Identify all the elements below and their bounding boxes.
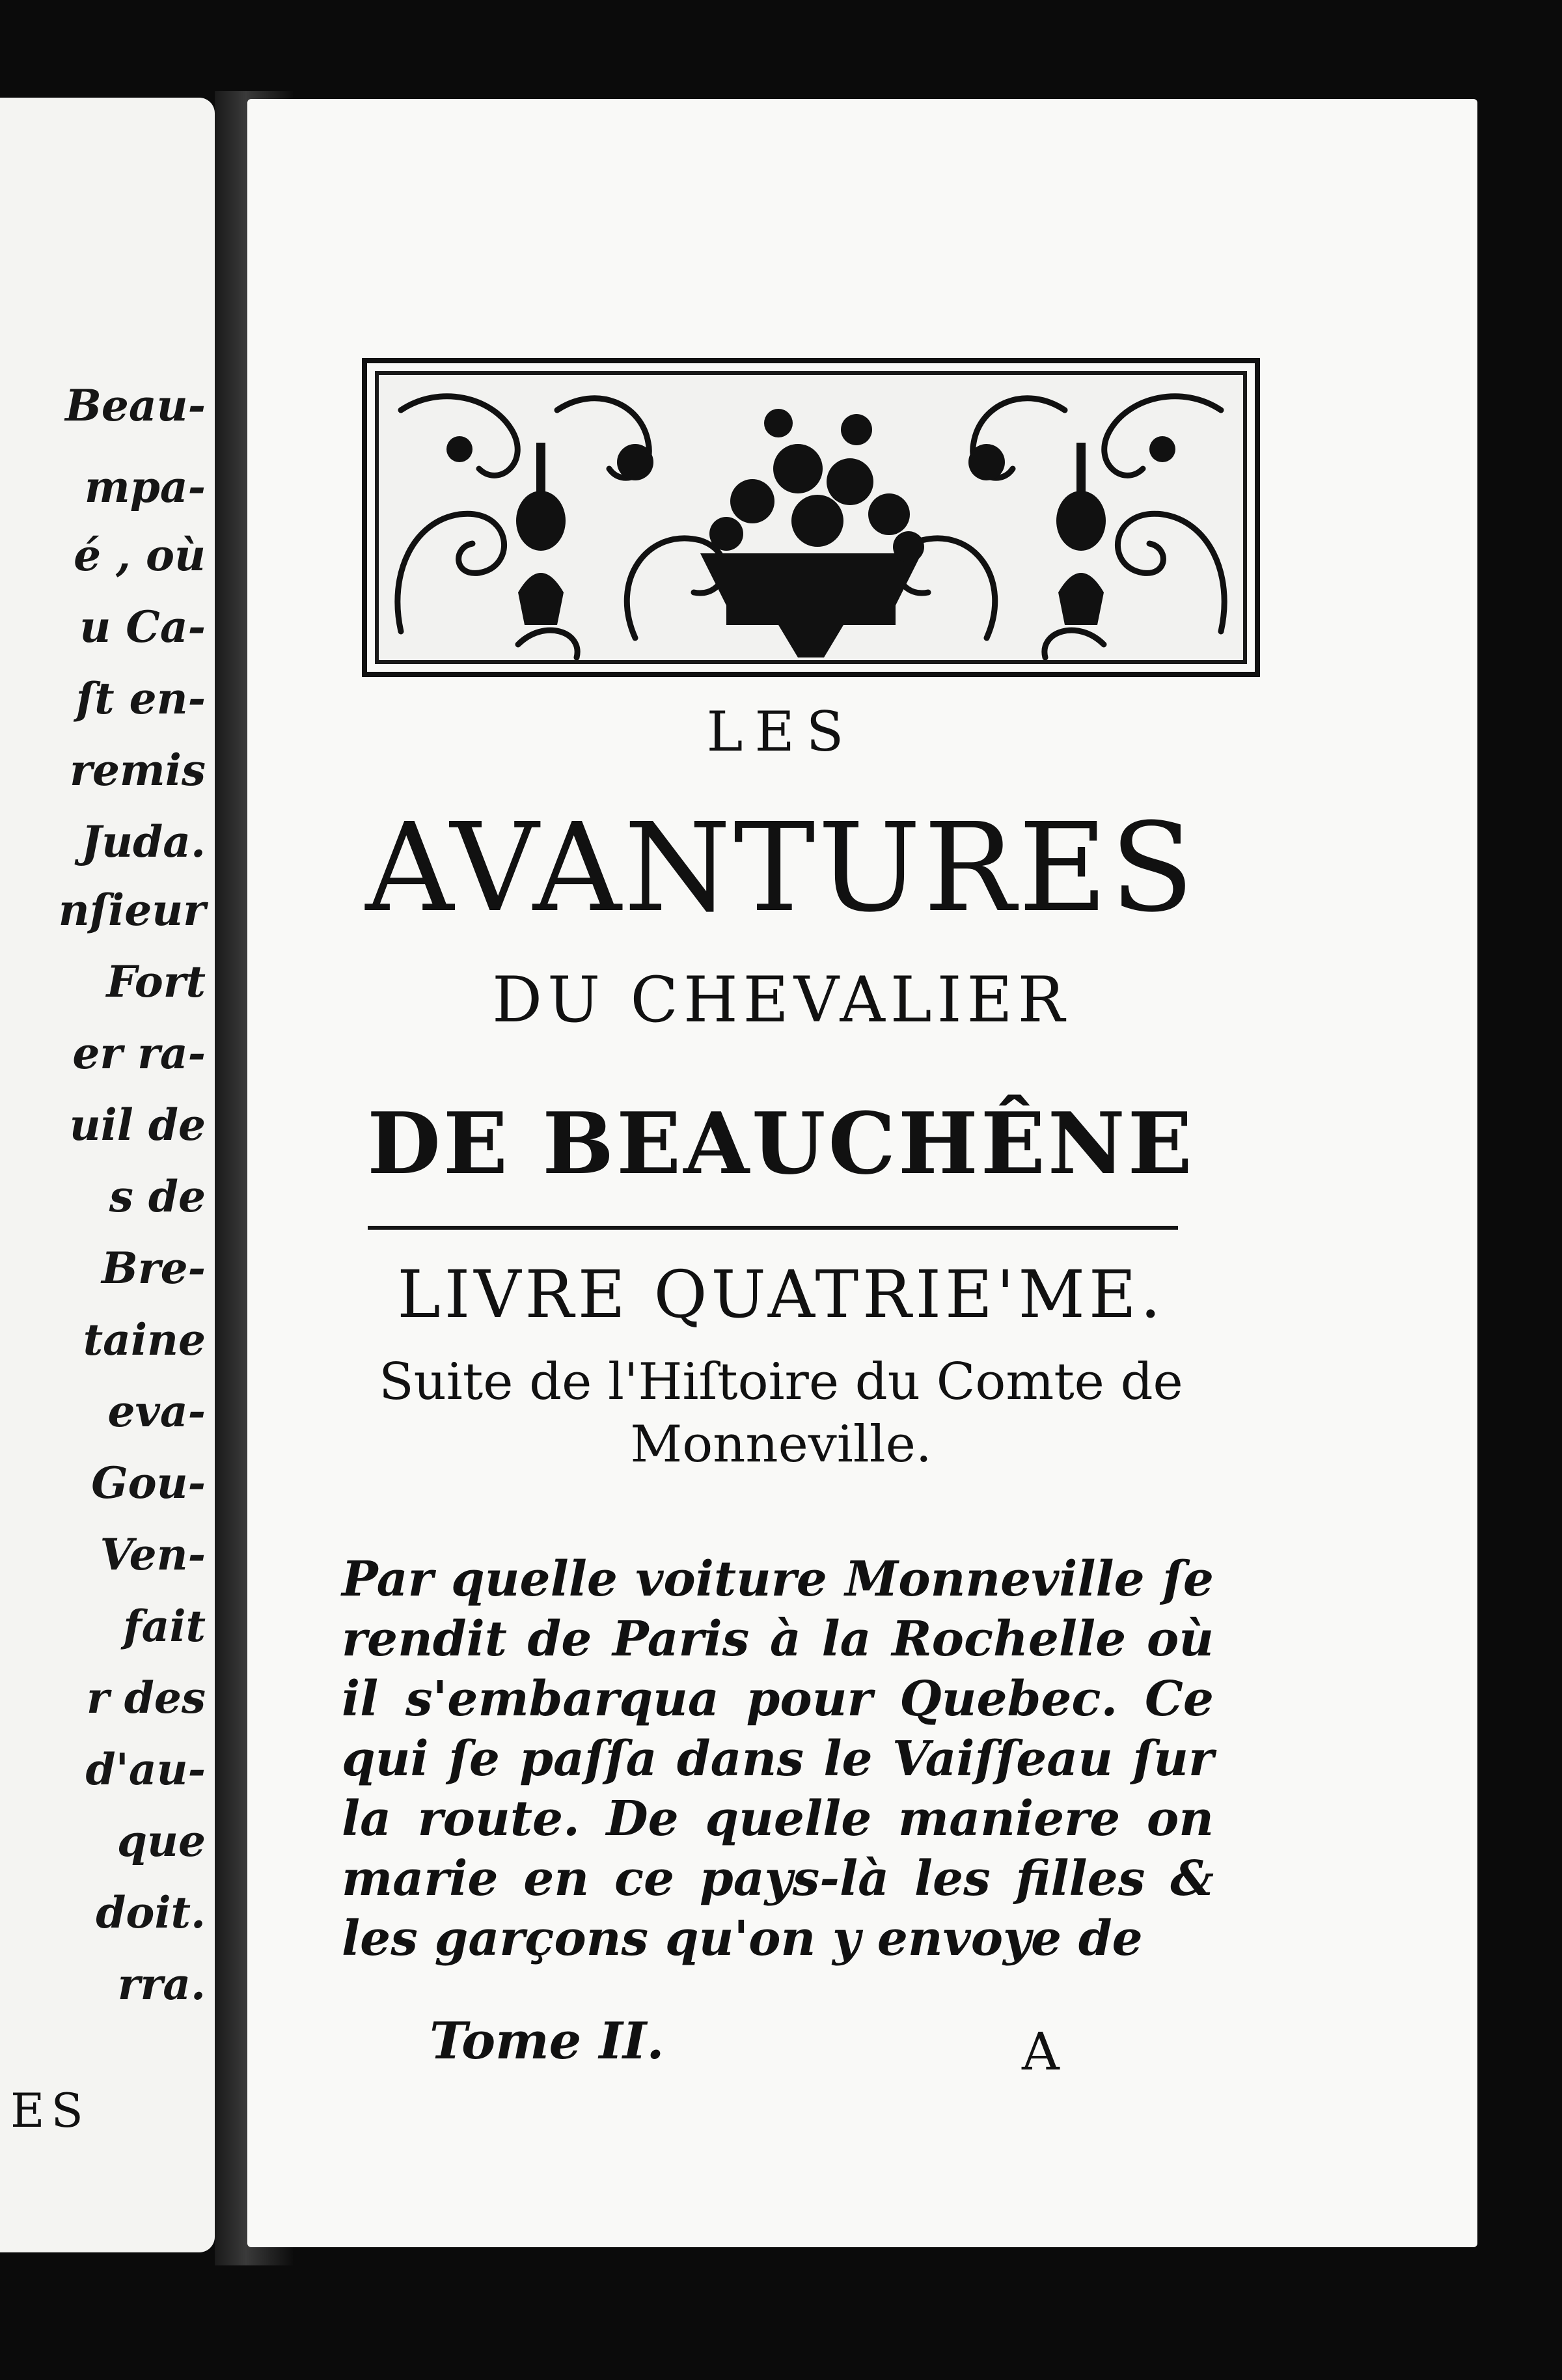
footer-signature: A bbox=[1022, 2021, 1060, 2082]
left-text-line: taine bbox=[83, 1314, 206, 1365]
left-page bbox=[0, 98, 215, 2252]
title-du-chevalier: DU CHEVALIER bbox=[492, 963, 1070, 1036]
left-text-line: uil de bbox=[69, 1100, 206, 1150]
left-text-line: u Ca- bbox=[79, 602, 206, 652]
left-text-line: nſieur bbox=[58, 885, 206, 935]
left-text-line: r des bbox=[86, 1672, 206, 1723]
left-text-line: Beau- bbox=[65, 380, 206, 431]
left-text-line: s de bbox=[109, 1171, 206, 1222]
left-text-line: doit. bbox=[96, 1887, 206, 1938]
left-text-line: er ra- bbox=[72, 1028, 206, 1079]
ornament-headpiece bbox=[362, 358, 1260, 677]
title-rule bbox=[368, 1226, 1178, 1230]
left-text-line: eva- bbox=[107, 1386, 206, 1437]
left-text-line: que bbox=[116, 1816, 206, 1866]
left-text-line: é , où bbox=[74, 530, 206, 581]
chapter-heading-line2: Monneville. bbox=[630, 1415, 932, 1474]
book-heading: LIVRE QUATRIE'ME. bbox=[397, 1256, 1165, 1333]
left-text-line: Juda. bbox=[81, 816, 206, 867]
left-text-line: fait bbox=[123, 1601, 206, 1652]
title-de-beauchene: DE BEAUCHÊNE bbox=[367, 1094, 1195, 1193]
left-text-line: d'au- bbox=[85, 1744, 206, 1795]
left-text-line: mpa- bbox=[84, 462, 206, 512]
chapter-heading-line1: Suite de l'Hiſtoire du Comte de bbox=[379, 1353, 1183, 1411]
chapter-heading bbox=[338, 1351, 1224, 1476]
left-text-line: Gou- bbox=[91, 1458, 206, 1508]
left-text-line: ſt en- bbox=[75, 673, 206, 724]
chapter-summary: Par quelle voiture Monneville ſe rendit de Paris à la Rochelle où il s'embarqua pour Quebec. Ce qui ſe paſſa dans le Vaiſſeau ſur la route. De quelle maniere on marie en ce pays-là les filles & les garçons qu'on y envoye de bbox=[342, 1551, 1214, 1967]
left-text-line: Bre- bbox=[102, 1243, 206, 1294]
left-text-line: rra. bbox=[117, 1959, 206, 2010]
left-text-line: remis bbox=[70, 745, 206, 796]
title-les: LES bbox=[706, 700, 856, 764]
left-running-head: ES bbox=[10, 2083, 90, 2138]
footer-tome: Tome II. bbox=[430, 2012, 665, 2071]
title-avantures: AVANTURES bbox=[365, 797, 1197, 939]
left-text-line: Fort bbox=[106, 956, 206, 1007]
left-text-line: Ven- bbox=[100, 1529, 206, 1580]
